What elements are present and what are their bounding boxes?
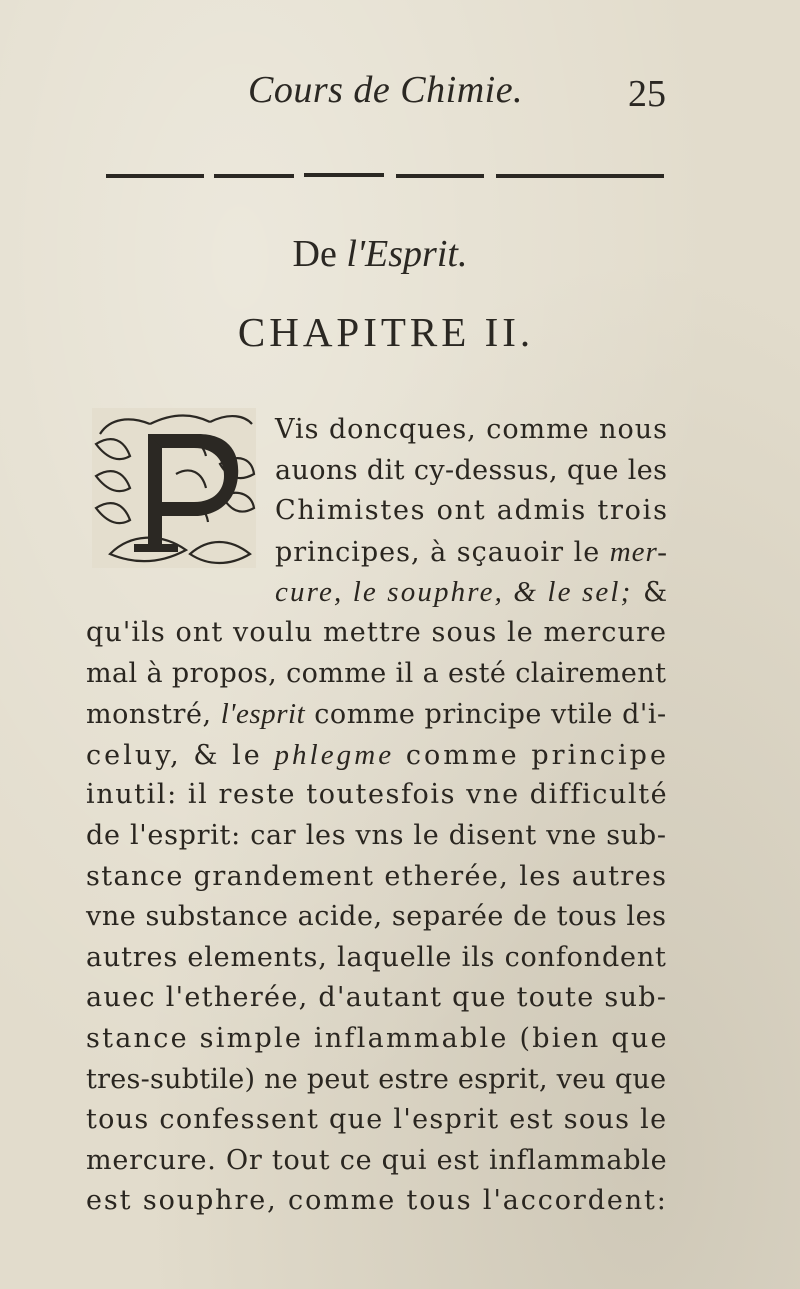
text-line	[275, 410, 667, 450]
text-line	[86, 613, 666, 653]
italic-text: mer-	[609, 536, 668, 568]
text-run: tres-subtile) ne peut estre esprit, veu que	[86, 1064, 667, 1095]
text-line	[86, 1141, 666, 1181]
text-line	[275, 532, 667, 572]
text-run: Chimistes ont admis trois	[275, 495, 669, 526]
text-line	[86, 1019, 669, 1059]
text-run: autres elements, laquelle ils confondent	[86, 942, 667, 973]
italic-text: phlegme	[274, 739, 395, 771]
text-run: qu'ils ont voulu mettre sous le mercure	[86, 617, 668, 648]
text-run: comme principe vtile d'i-	[305, 699, 667, 730]
text-run: stance simple inflammable (bien que	[86, 1023, 669, 1054]
section-title-esprit: l'Esprit.	[346, 233, 468, 275]
section-title-de: De	[292, 233, 337, 275]
text-line	[86, 978, 666, 1018]
ornamental-initial-p-icon	[90, 404, 258, 572]
text-run: tous confessent que l'esprit est sous le	[86, 1104, 668, 1135]
text-line	[86, 897, 666, 937]
text-line	[86, 1181, 666, 1221]
header-rule	[104, 170, 670, 182]
text-line	[86, 775, 669, 815]
text-line	[86, 1100, 666, 1140]
chapter-title: CHAPITRE II.	[237, 309, 535, 355]
text-line	[86, 857, 666, 897]
italic-text: l'esprit	[220, 698, 306, 730]
text-run: auec l'etherée, d'autant que toute sub-	[86, 982, 668, 1013]
text-run: inutil: il reste toutesfois vne difficulté	[86, 779, 669, 810]
text-line	[275, 491, 667, 531]
section-title	[0, 232, 760, 276]
italic-text: cure, le souphre, & le sel;	[275, 576, 633, 608]
text-run: vne substance acide, separée de tous les	[86, 901, 667, 932]
text-line	[86, 735, 670, 775]
running-title: Cours de Chimie.	[248, 69, 524, 111]
text-run: principes, à sçauoir le	[275, 537, 610, 568]
text-run: comme principe	[394, 740, 670, 771]
text-run: mal à propos, comme il a esté clairement	[86, 658, 667, 689]
text-line	[86, 938, 666, 978]
text-line	[86, 694, 666, 734]
text-run: celuy, & le	[86, 740, 275, 771]
text-run: monstré,	[86, 699, 221, 730]
text-run: de l'esprit: car les vns le disent vne sub-	[86, 820, 667, 851]
page-number: 25	[628, 73, 666, 115]
text-run: est souphre, comme tous l'accordent:	[86, 1185, 668, 1216]
text-run: mercure. Or tout ce qui est inflammable	[86, 1145, 668, 1176]
text-line	[275, 451, 667, 491]
text-run: auons dit cy-dessus, que les	[275, 455, 668, 486]
text-run: stance grandement etherée, les autres	[86, 861, 668, 892]
text-line	[275, 572, 670, 612]
text-line	[86, 816, 666, 856]
text-run: &	[632, 577, 670, 608]
text-run: Vis doncques, comme nous	[275, 414, 668, 445]
text-line	[86, 1060, 666, 1100]
text-line	[86, 654, 666, 694]
